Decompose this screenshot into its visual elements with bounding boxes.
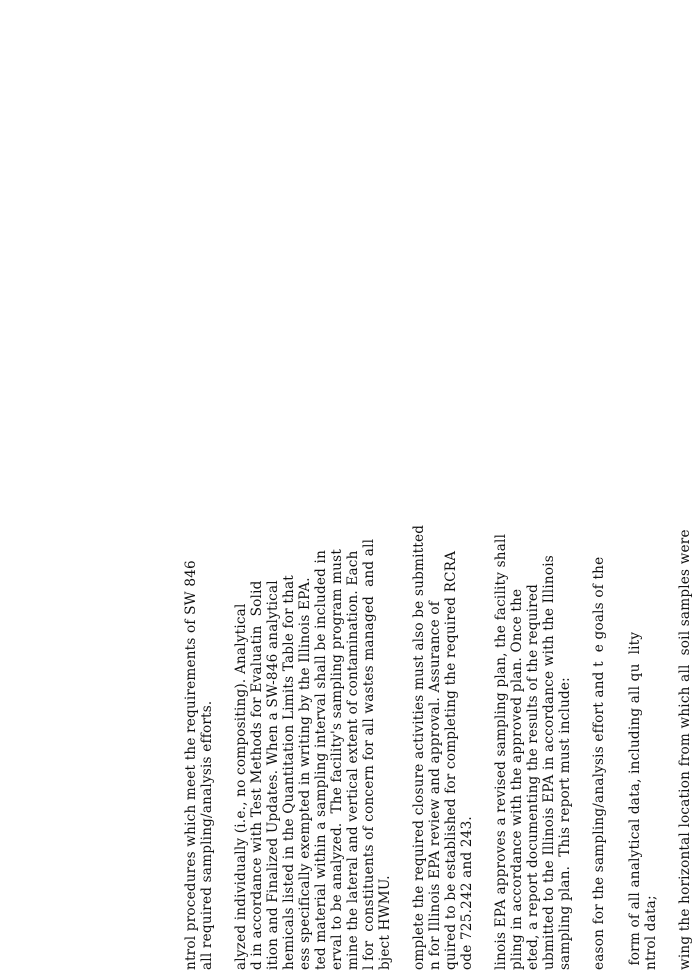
text-line: ntrol procedures which meet the requirements of SW 846 (183, 560, 199, 970)
text-line: ition and Finalized Updates. When a SW-846 analytical (265, 580, 281, 970)
text-line: alyzed individually (i.e., no compositing). Analytical (233, 603, 249, 970)
text-line: pling in accordance with the approved plan. Once the (509, 588, 525, 970)
text-line: hemicals listed in the Quantitation Limits Table for that (281, 575, 297, 970)
text-line: mine the lateral and vertical extent of contamination. Each (345, 550, 361, 970)
text-line: ode 725.242 and 243. (459, 816, 475, 970)
text-line: erval to be analyzed. The facility's sampling program must (329, 549, 345, 970)
text-line: sampling plan. This report must include: (557, 677, 573, 970)
text-line: eted, a report documenting the results of the required (525, 583, 541, 970)
text-line: ted material within a sampling interval shall be included in (313, 549, 329, 970)
text-line: eason for the sampling/analysis effort and t e goals of the (591, 556, 607, 970)
text-line: wing the horizontal location from which all soil samples were (677, 529, 693, 970)
text-line: l for constituents of concern for all wastes managed and all (361, 538, 377, 970)
text-line: ess specifically exempted in writing by the Illinois EPA. (297, 577, 313, 970)
text-line: n for Illinois EPA review and approval. Assurance of (427, 601, 443, 970)
text-line: d in accordance with Test Methods for Evaluatin Solid (249, 580, 265, 970)
text-line: form of all analytical data, including all qu lity (627, 631, 643, 970)
text-line: all required sampling/analysis efforts. (199, 700, 215, 970)
text-line: bject HWMU. (377, 875, 393, 970)
text-line: omplete the required closure activities must also be submitted (411, 524, 427, 970)
rotated-text-block (183, 310, 693, 970)
text-line: quired to be established for completing the required RCRA (443, 550, 459, 970)
text-line: ntrol data; (643, 895, 659, 970)
text-line: linois EPA approves a revised sampling plan, the facility shall (493, 533, 509, 970)
text-line: ubmitted to the Illinois EPA in accordance with the Illinois (541, 555, 557, 970)
